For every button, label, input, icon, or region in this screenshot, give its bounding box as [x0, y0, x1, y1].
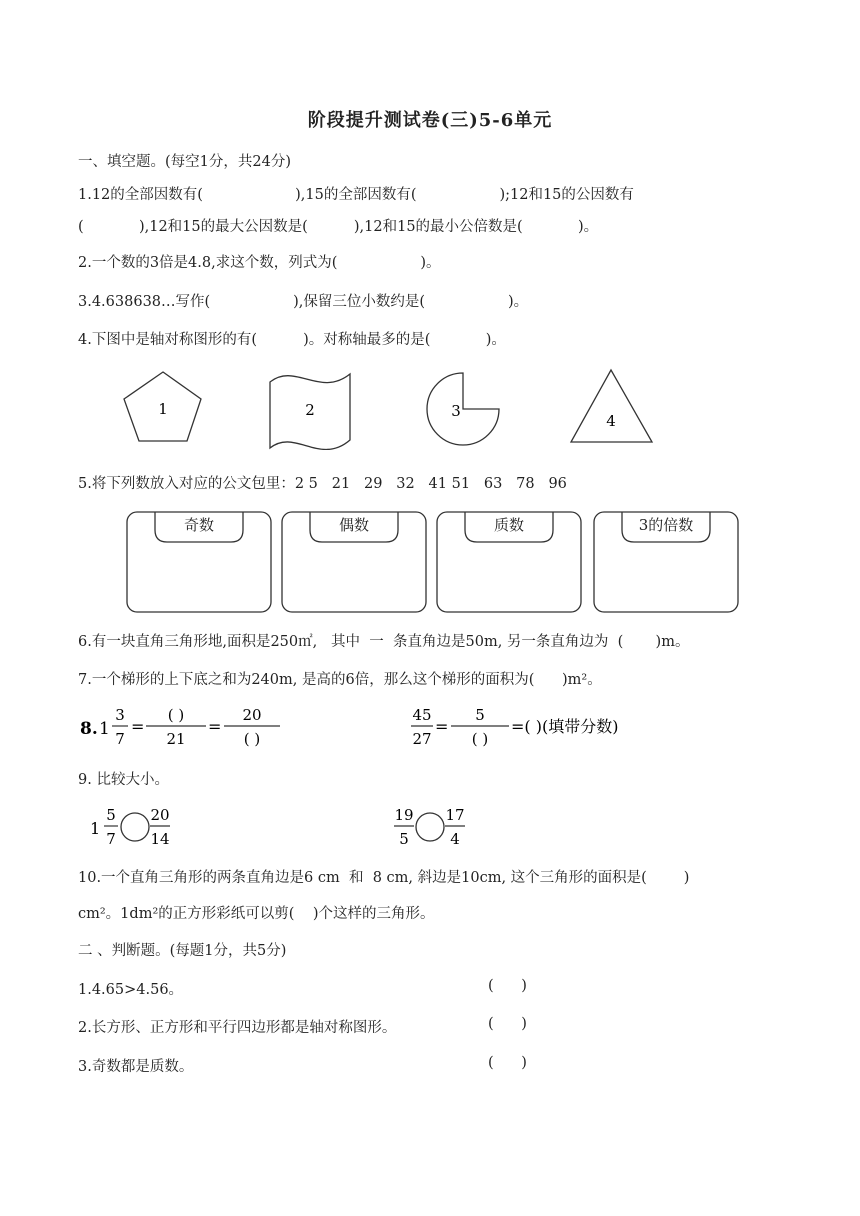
- shape-label-4: 4: [606, 412, 616, 430]
- judge-item-3: 3.奇数都是质数。: [78, 1059, 194, 1075]
- question-10-line-1: 10.一个直角三角形的两条直角边是6 cm 和 8 cm, 斜边是10cm, 这个三角形的面积是( ): [78, 870, 690, 886]
- shape-label-3: 3: [451, 402, 461, 420]
- q8-f3-num: 20: [242, 706, 262, 724]
- question-8-fractions: [0, 700, 860, 752]
- q9-d-num: 17: [445, 806, 465, 824]
- question-3: 3.4.638638…写作( ),保留三位小数约是( )。: [78, 294, 529, 310]
- q8-g2-num: 5: [475, 706, 485, 724]
- judge-item-1: 1.4.65>4.56。: [78, 982, 184, 998]
- section-1-heading: 一、填空题。(每空1分，共24分): [78, 154, 291, 170]
- q9-compare-circle-1[interactable]: [121, 813, 149, 841]
- bag-label-prime: 质数: [493, 516, 524, 534]
- question-1-line-2: ( ),12和15的最大公因数是( ),12和15的最小公倍数是( )。: [78, 219, 599, 235]
- shapes-figure: [0, 360, 860, 450]
- bag-label-multiple-of-3: 3的倍数: [638, 516, 694, 534]
- q8-f3-den: ( ): [243, 730, 261, 748]
- three-quarter-circle-shape: [427, 373, 499, 445]
- q9-a-whole: 1: [90, 819, 101, 838]
- question-6: 6.有一块直角三角形地,面积是250㎡, 其中 一 条直角边是50m, 另一条直角边为 ( )m。: [78, 634, 690, 650]
- page-title: 阶段提升测试卷(三)5-6单元: [307, 110, 553, 131]
- pentagon-shape: [124, 372, 201, 441]
- question-7: 7.一个梯形的上下底之和为240m, 是高的6倍，那么这个梯形的面积为( )m²。: [78, 672, 602, 688]
- judge-item-2: 2.长方形、正方形和平行四边形都是轴对称图形。: [78, 1020, 397, 1036]
- shape-label-1: 1: [158, 400, 168, 418]
- shape-label-2: 2: [305, 401, 315, 419]
- q8-whole: 1: [99, 719, 110, 739]
- bag-label-even: 偶数: [338, 516, 369, 534]
- question-1-line-1: 1.12的全部因数有( ),15的全部因数有( );12和15的公因数有: [78, 187, 634, 203]
- q8-eq-3: =: [435, 717, 449, 736]
- q9-b-den: 14: [150, 830, 170, 848]
- judge-item-2-answer[interactable]: ( ): [488, 1016, 527, 1032]
- question-9: 9. 比较大小。: [78, 772, 169, 788]
- q8-f2-num: ( ): [167, 706, 185, 724]
- section-2-heading: 二 、判断题。(每题1分，共5分): [78, 943, 287, 959]
- q8-g1-den: 27: [412, 730, 432, 748]
- question-8-number: 8.: [80, 719, 98, 739]
- q9-compare-circle-2[interactable]: [416, 813, 444, 841]
- bag-label-odd: 奇数: [183, 516, 214, 534]
- q8-f1-den: 7: [115, 730, 125, 748]
- question-4: 4.下图中是轴对称图形的有( )。对称轴最多的是( )。: [78, 332, 506, 348]
- q8-g2-den: ( ): [471, 730, 489, 748]
- q9-c-den: 5: [399, 830, 409, 848]
- q9-b-num: 20: [150, 806, 170, 824]
- q9-c-num: 19: [394, 806, 414, 824]
- q9-a-num: 5: [106, 806, 116, 824]
- judge-item-1-answer[interactable]: ( ): [488, 978, 527, 994]
- q8-f2-den: 21: [166, 730, 186, 748]
- q8-g1-num: 45: [412, 706, 432, 724]
- q8-tail: =( )(填带分数): [511, 717, 619, 736]
- q8-eq-1: =: [131, 717, 145, 736]
- q8-f1-num: 3: [115, 706, 125, 724]
- wavy-shape: [270, 374, 350, 449]
- q9-a-den: 7: [106, 830, 116, 848]
- briefcases-figure: [0, 508, 860, 616]
- question-2: 2.一个数的3倍是4.8,求这个数，列式为( )。: [78, 255, 441, 271]
- q9-d-den: 4: [450, 830, 460, 848]
- q8-eq-2: =: [208, 717, 222, 736]
- question-9-comparisons: [0, 800, 860, 854]
- question-10-line-2: cm²。1dm²的正方形彩纸可以剪( )个这样的三角形。: [78, 906, 435, 922]
- question-5: 5.将下列数放入对应的公文包里：2 5 21 29 32 41 51 63 78 96: [78, 476, 567, 492]
- triangle-shape: [571, 370, 652, 442]
- judge-item-3-answer[interactable]: ( ): [488, 1055, 527, 1071]
